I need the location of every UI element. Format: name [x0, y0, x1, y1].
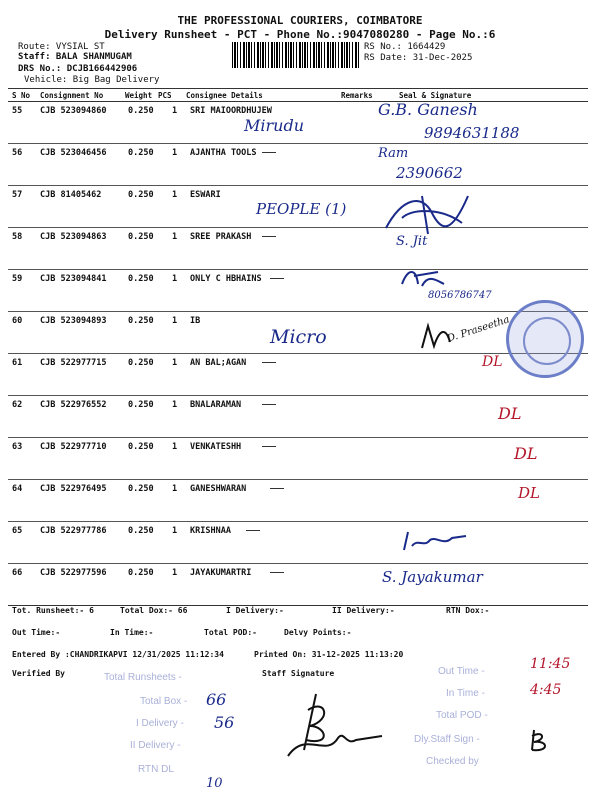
- signature-scribble: [400, 528, 470, 556]
- row-pcs: 1: [172, 148, 178, 158]
- row-pcs: 1: [172, 400, 178, 410]
- row-sno: 58: [12, 232, 23, 242]
- table-row: [8, 144, 588, 186]
- row-consignee: AN BAL;AGAN: [190, 358, 247, 368]
- stamp-in-time: In Time -: [446, 688, 485, 699]
- dash-mark: [262, 236, 276, 237]
- ii-delivery: II Delivery:-: [332, 606, 395, 615]
- handwritten-dl: DL: [482, 354, 503, 370]
- row-weight: 0.250: [128, 442, 154, 452]
- row-consignment: CJB 523094863: [40, 232, 107, 242]
- runsheet-title: Delivery Runsheet - PCT - Phone No.:9047080280 - Page No.:6: [104, 28, 496, 41]
- printed-on: Printed On: 31-12-2025 11:13:20: [254, 650, 404, 659]
- row-weight: 0.250: [128, 526, 154, 536]
- stamp-total-box: Total Box -: [140, 696, 188, 707]
- rs-date: RS Date: 31-Dec-2025: [364, 53, 473, 63]
- handwritten-remark: Micro: [270, 326, 327, 348]
- row-consignee: ESWARI: [190, 190, 221, 200]
- row-pcs: 1: [172, 190, 178, 200]
- vehicle: Vehicle: Big Bag Delivery: [24, 75, 160, 85]
- col-consignment: Consignment No: [40, 91, 104, 100]
- row-pcs: 1: [172, 316, 178, 326]
- handwritten-phone: 8056786747: [428, 290, 492, 301]
- col-seal-signature: Seal & Signature: [399, 91, 472, 100]
- row-consignee: IB: [190, 316, 201, 326]
- dash-mark: [246, 530, 260, 531]
- dash-mark: [270, 488, 284, 489]
- table-header: [8, 88, 588, 102]
- total-pod: Total POD:-: [204, 628, 257, 637]
- row-consignee: SREE PRAKASH: [190, 232, 252, 242]
- row-weight: 0.250: [128, 274, 154, 284]
- company-title: THE PROFESSIONAL COURIERS, COIMBATORE: [177, 14, 423, 27]
- row-sno: 60: [12, 316, 23, 326]
- handwritten-out-time: 11:45: [530, 656, 571, 672]
- handwritten-dl: DL: [514, 444, 538, 463]
- col-pcs: PCS: [158, 91, 172, 100]
- row-pcs: 1: [172, 568, 178, 578]
- row-sno: 64: [12, 484, 23, 494]
- row-consignee: AJANTHA TOOLS: [190, 148, 257, 158]
- row-consignment: CJB 522976495: [40, 484, 107, 494]
- handwritten-remark: PEOPLE (1): [256, 200, 347, 218]
- checked-signature-scribble: [526, 728, 556, 754]
- row-sno: 56: [12, 148, 23, 158]
- table-row: [8, 522, 588, 564]
- row-consignment: CJB 522977786: [40, 526, 107, 536]
- table-row: [8, 228, 588, 270]
- handwritten-in-time: 4:45: [530, 682, 562, 698]
- row-pcs: 1: [172, 232, 178, 242]
- row-consignment: CJB 81405462: [40, 190, 102, 200]
- stamp-total-pod: Total POD -: [436, 710, 488, 721]
- table-row: [8, 480, 588, 522]
- row-pcs: 1: [172, 484, 178, 494]
- row-sno: 63: [12, 442, 23, 452]
- company-seal: [506, 300, 584, 378]
- row-consignee: VENKATESHH: [190, 442, 242, 452]
- table-row: [8, 438, 588, 480]
- handwritten-phone: 2390662: [396, 164, 463, 182]
- staff: Staff: BALA SHANMUGAM: [18, 52, 132, 62]
- row-sno: 65: [12, 526, 23, 536]
- row-weight: 0.250: [128, 316, 154, 326]
- dash-mark: [262, 446, 276, 447]
- drs-number: DRS No.: DCJB166442906: [18, 64, 138, 74]
- row-sno: 59: [12, 274, 23, 284]
- row-sno: 62: [12, 400, 23, 410]
- col-weight: Weight: [125, 91, 153, 100]
- handwritten-signature: S. Jit: [396, 234, 428, 249]
- delvy-points: Delvy Points:-: [284, 628, 352, 637]
- verified-by: Verified By: [12, 669, 65, 678]
- stamp-dly-staff-sign: Dly.Staff Sign -: [414, 734, 480, 745]
- row-consignment: CJB 523094841: [40, 274, 107, 284]
- table-row: [8, 270, 588, 312]
- row-weight: 0.250: [128, 568, 154, 578]
- col-remarks: Remarks: [341, 91, 373, 100]
- row-weight: 0.250: [128, 190, 154, 200]
- row-consignment: CJB 522976552: [40, 400, 107, 410]
- row-weight: 0.250: [128, 106, 154, 116]
- handwritten-remark: Mirudu: [244, 116, 304, 135]
- handwritten-signature: S. Jayakumar: [382, 568, 483, 586]
- row-consignee: BNALARAMAN: [190, 400, 242, 410]
- row-consignment: CJB 522977596: [40, 568, 107, 578]
- row-weight: 0.250: [128, 232, 154, 242]
- staff-signature-scribble: [286, 690, 386, 760]
- signature-scribble: [398, 264, 448, 290]
- dash-mark: [270, 278, 284, 279]
- stamp-rtn-dl: RTN DL: [138, 764, 174, 775]
- row-sno: 57: [12, 190, 23, 200]
- handwritten-signature: Ram: [378, 146, 409, 161]
- row-consignment: CJB 523046456: [40, 148, 107, 158]
- handwritten-i-delivery: 56: [214, 713, 235, 732]
- i-delivery: I Delivery:-: [226, 606, 284, 615]
- row-consignee: SRI MAIOORDHUJEW: [190, 106, 272, 116]
- in-time: In Time:-: [110, 628, 154, 637]
- dash-mark: [262, 404, 276, 405]
- row-consignee: ONLY C HBHAINS: [190, 274, 262, 284]
- row-weight: 0.250: [128, 358, 154, 368]
- row-sno: 55: [12, 106, 23, 116]
- staff-signature: Staff Signature: [262, 669, 335, 678]
- stamp-checked-by: Checked by: [426, 756, 479, 767]
- row-consignment: CJB 523094860: [40, 106, 107, 116]
- signature-scribble: [382, 188, 472, 238]
- row-weight: 0.250: [128, 400, 154, 410]
- row-sno: 61: [12, 358, 23, 368]
- row-consignee: JAYAKUMARTRI: [190, 568, 252, 578]
- dash-mark: [262, 362, 276, 363]
- row-consignment: CJB 522977710: [40, 442, 107, 452]
- row-pcs: 1: [172, 106, 178, 116]
- stamp-ii-delivery: II Delivery -: [130, 740, 181, 751]
- col-consignee: Consignee Details: [186, 91, 263, 100]
- row-sno: 66: [12, 568, 23, 578]
- row-pcs: 1: [172, 358, 178, 368]
- table-row: [8, 564, 588, 606]
- barcode: [232, 42, 360, 68]
- handwritten-dl: DL: [518, 484, 540, 502]
- route: Route: VYSIAL ST: [18, 42, 105, 52]
- total-dox: Total Dox:- 66: [120, 606, 188, 615]
- handwritten-dl: DL: [498, 404, 522, 423]
- handwritten-signature: G.B. Ganesh: [378, 100, 478, 119]
- row-pcs: 1: [172, 526, 178, 536]
- row-weight: 0.250: [128, 148, 154, 158]
- row-pcs: 1: [172, 442, 178, 452]
- stamp-total-runsheets: Total Runsheets -: [104, 672, 182, 683]
- stamp-i-delivery: I Delivery -: [136, 718, 184, 729]
- handwritten-rtn: 10: [206, 776, 223, 791]
- tot-runsheet: Tot. Runsheet:- 6: [12, 606, 94, 615]
- row-consignment: CJB 523094893: [40, 316, 107, 326]
- rtn-dox: RTN Dox:-: [446, 606, 490, 615]
- row-weight: 0.250: [128, 484, 154, 494]
- col-sno: S No: [12, 91, 31, 100]
- out-time: Out Time:-: [12, 628, 61, 637]
- dash-mark: [262, 152, 276, 153]
- rs-number: RS No.: 1664429: [364, 42, 446, 52]
- row-consignee: GANESHWARAN: [190, 484, 247, 494]
- stamp-out-time: Out Time -: [438, 666, 485, 677]
- row-consignee: KRISHNAA: [190, 526, 231, 536]
- handwritten-signature: D. Praseetha: [445, 314, 512, 345]
- handwritten-total-box: 66: [206, 690, 227, 709]
- row-consignment: CJB 522977715: [40, 358, 107, 368]
- entered-by: Entered By :CHANDRIKAPVI 12/31/2025 11:12:34: [12, 650, 224, 659]
- handwritten-phone: 9894631188: [424, 124, 520, 142]
- dash-mark: [270, 572, 284, 573]
- row-pcs: 1: [172, 274, 178, 284]
